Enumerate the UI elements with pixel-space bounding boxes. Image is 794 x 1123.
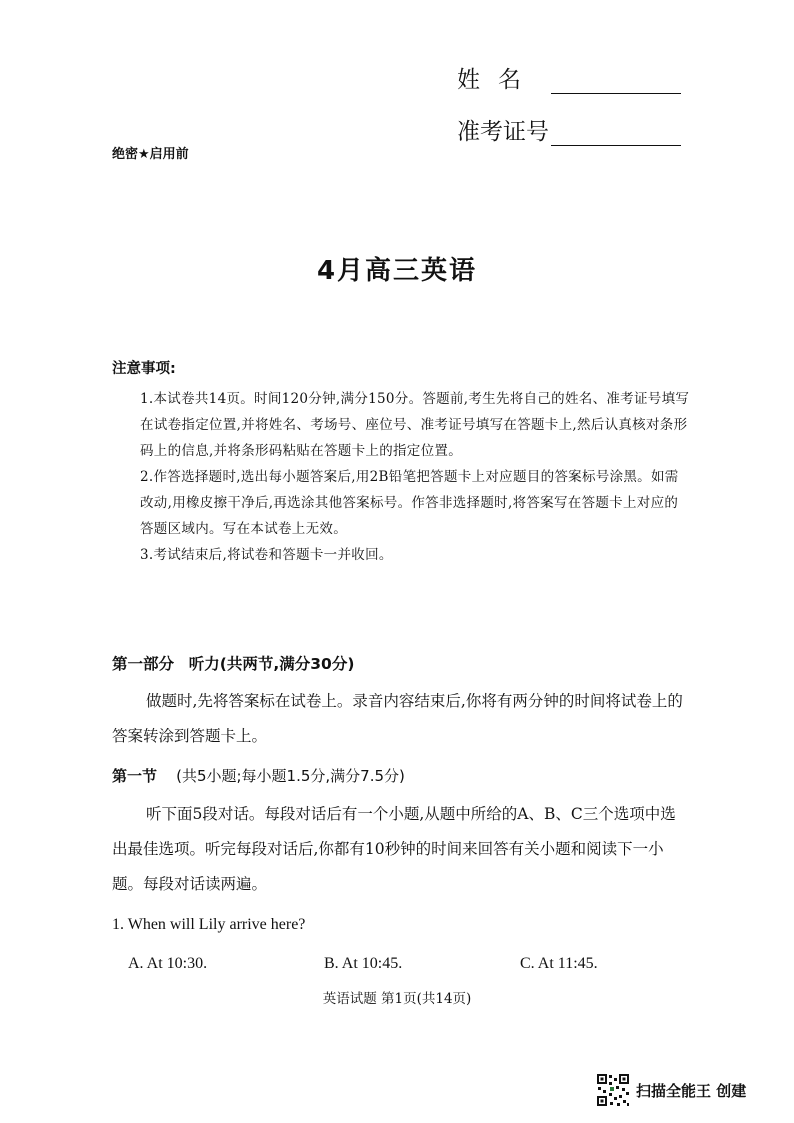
part1-title: 第一部分	[112, 655, 175, 673]
watermark-text: 扫描全能王 创建	[636, 1081, 747, 1100]
notice-item: 3.考试结束后,将试卷和答题卡一并收回。	[140, 547, 393, 563]
notice-item: 2.作答选择题时,选出每小题答案后,用2B铅笔把答题卡上对应题目的答案标号涂黑。如需改动,用橡皮擦干净后,再选涂其他答案标号。作答非选择题时,将答案写在答题卡上对应的答题区域内。写在本试卷上无效。	[140, 469, 679, 537]
section1-title: 第一节	[112, 767, 158, 785]
section1-instruction: 听下面5段对话。每段对话后有一个小题,从题中所给的A、B、C三个选项中选出最佳选项。听完每段对话后,你都有10秒钟的时间来回答有关小题和阅读下一小题。每段对话读两遍。	[112, 805, 676, 893]
scanner-watermark	[596, 1073, 746, 1107]
notice-item: 1.本试卷共14页。时间120分钟,满分150分。答题前,考生先将自己的姓名、准考证号填写在试卷指定位置,并将姓名、考场号、座位号、准考证号填写在答题卡上,然后认真核对条形码上的信息,并将条形码粘贴在答题卡上的指定位置。	[140, 391, 690, 459]
part1-subtitle: 听力(共两节,满分30分)	[188, 655, 355, 673]
name-field	[457, 52, 681, 94]
qr-code-icon	[596, 1073, 630, 1107]
notice-list	[140, 386, 690, 568]
exam-id-label: 准考证号	[457, 119, 549, 145]
exam-id-blank-line	[551, 119, 681, 146]
option-b: B. At 10:45.	[324, 955, 403, 972]
confidential-label: 绝密★启用前	[112, 147, 189, 162]
option-c: C. At 11:45.	[520, 955, 598, 972]
page-title: 4月高三英语	[316, 256, 478, 286]
name-blank-line	[551, 67, 681, 94]
exam-id-field	[457, 104, 681, 146]
section1-subtitle: (共5小题;每小题1.5分,满分7.5分)	[176, 767, 405, 785]
page-footer: 英语试题 第1页(共14页)	[322, 991, 472, 1007]
part1-heading	[112, 652, 354, 674]
notice-heading: 注意事项:	[112, 361, 176, 377]
name-label: 姓名	[457, 67, 539, 93]
question-1-text: 1. When will Lily arrive here?	[112, 916, 306, 933]
section1-heading	[112, 765, 405, 786]
candidate-fields	[457, 52, 681, 156]
part1-instruction: 做题时,先将答案标在试卷上。录音内容结束后,你将有两分钟的时间将试卷上的答案转涂到答题卡上。	[112, 692, 683, 745]
option-a: A. At 10:30.	[128, 955, 208, 972]
